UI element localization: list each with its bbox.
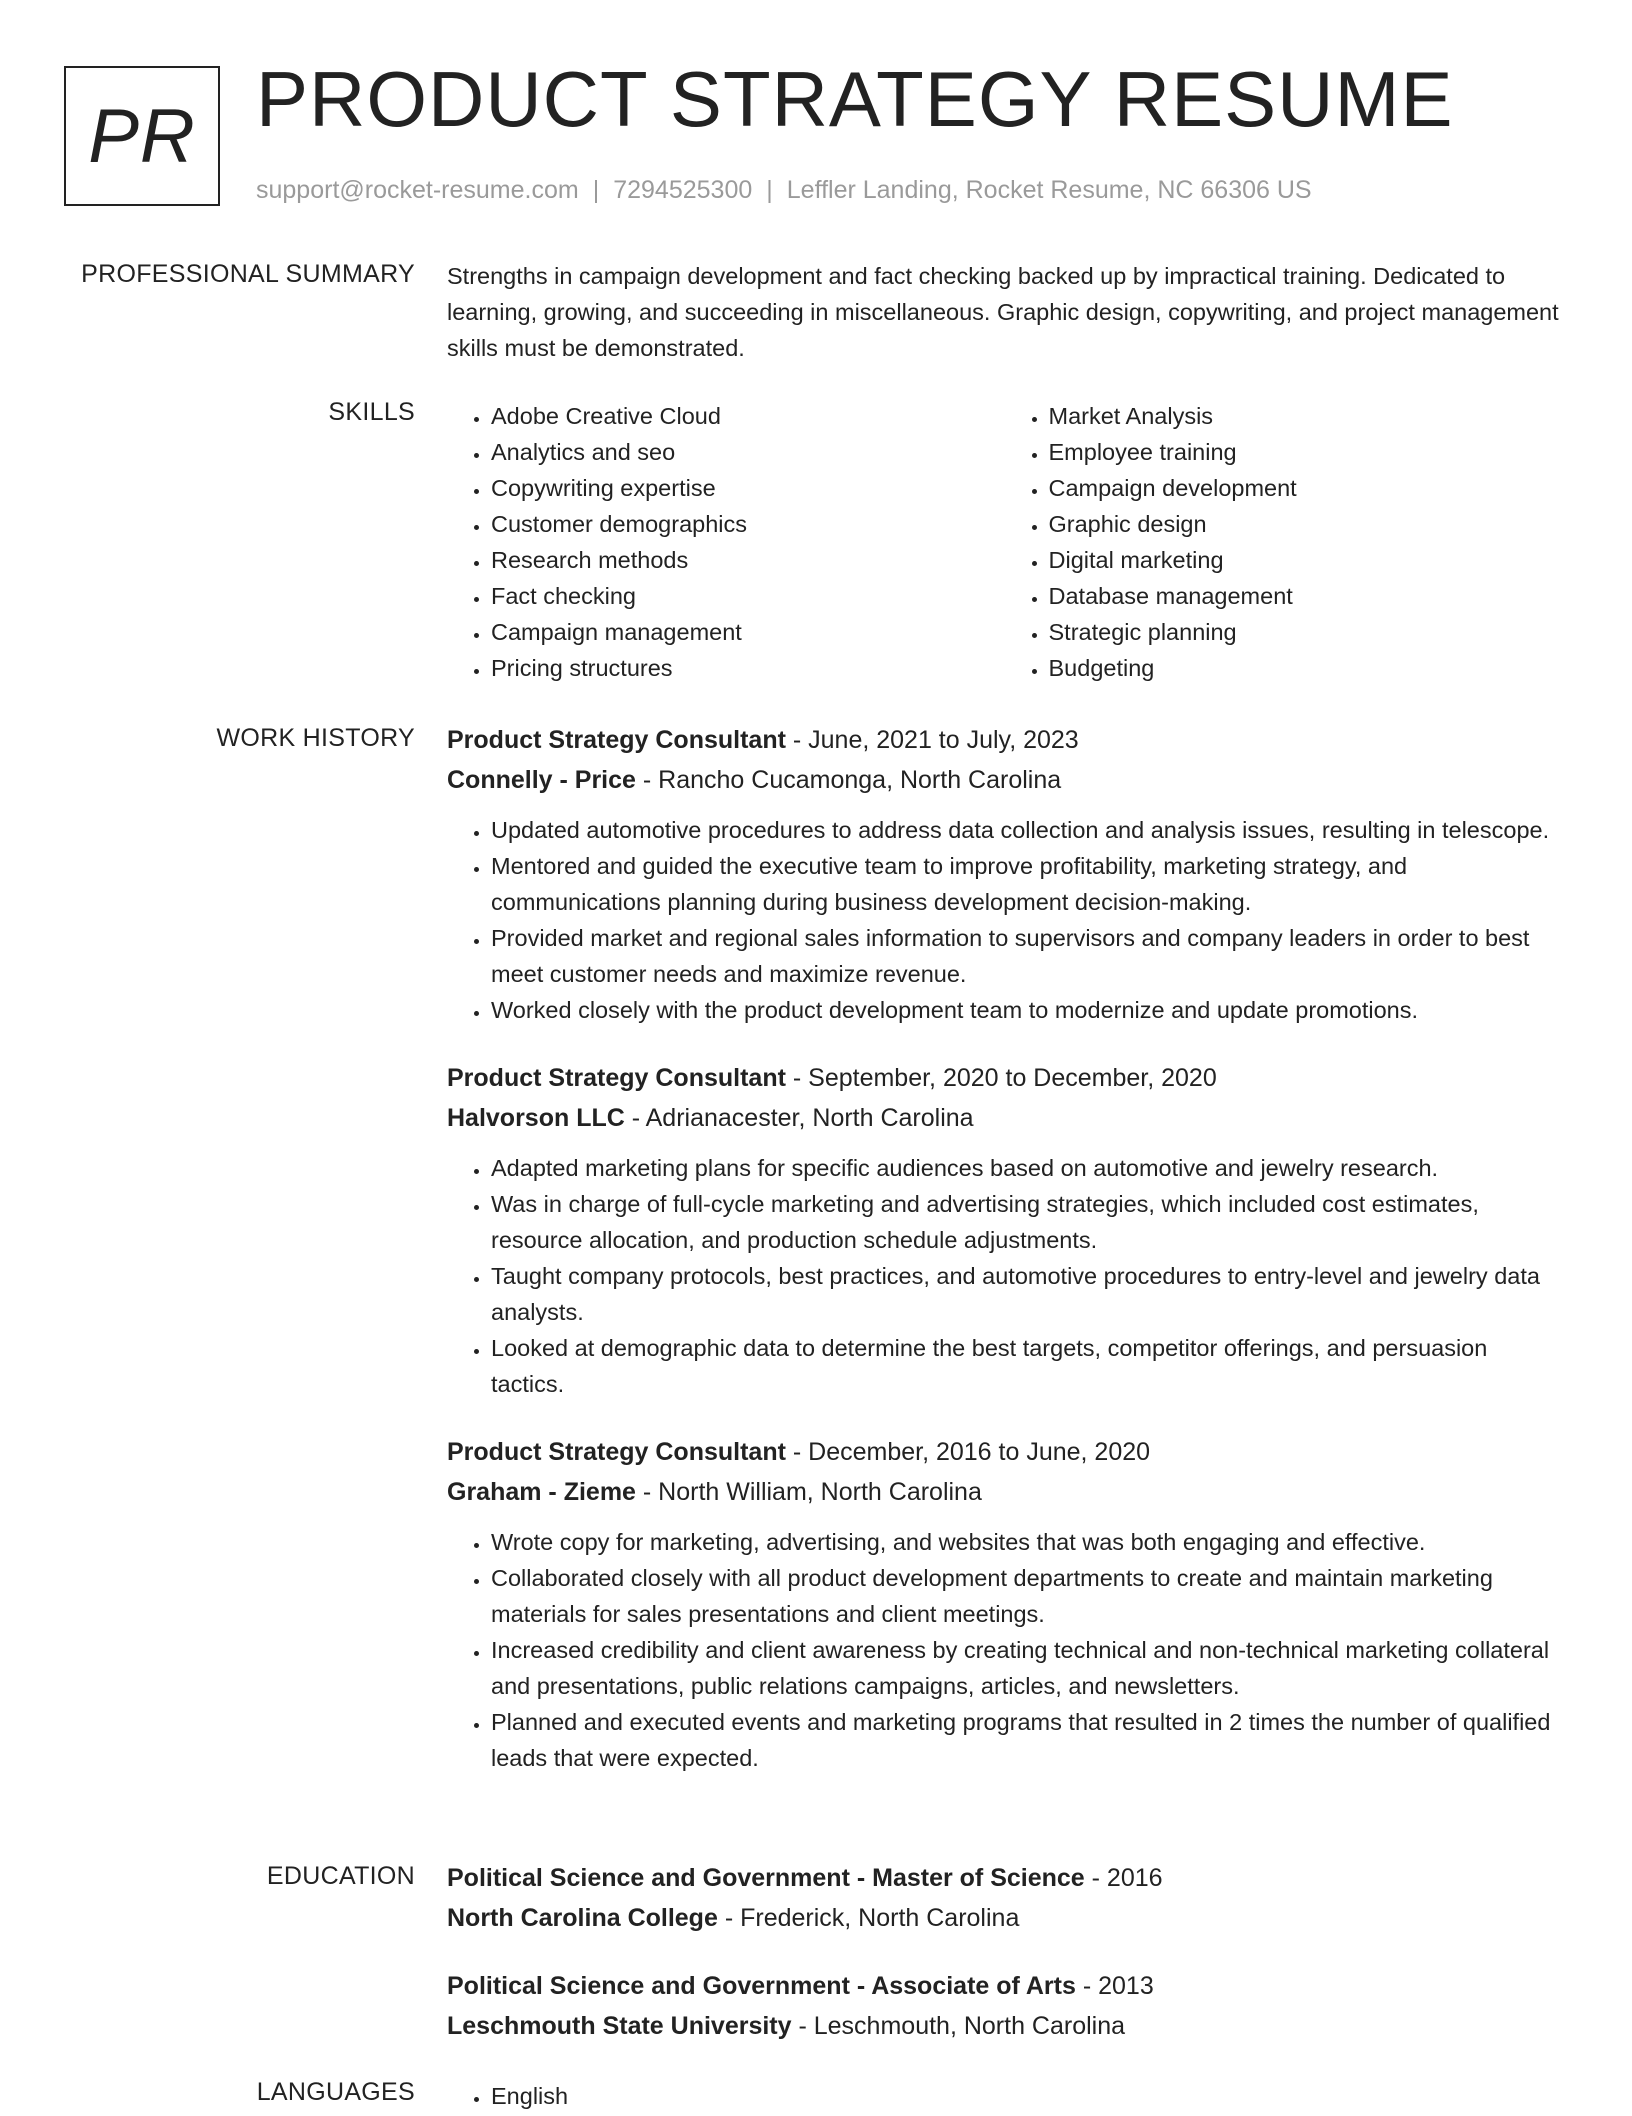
education-school-line [447,2006,1562,2046]
contact-line [256,176,1312,205]
education-school-line [447,1898,1562,1938]
job-title: Product Strategy Consultant [447,1064,786,1092]
job-dates: - June, 2021 to July, 2023 [785,726,1079,754]
job-entry [447,720,1562,1028]
job-company: Connelly - Price [447,766,636,794]
contact-email[interactable]: support@rocket-resume.com [256,176,579,204]
education-year: - 2013 [1075,1972,1154,2000]
skill-item: • Budgeting [1049,650,1563,686]
contact-separator: | [766,176,773,204]
skill-item: • Graphic design [1049,506,1563,542]
education-degree-line [447,1966,1562,2006]
skill-item: • Customer demographics [491,506,1005,542]
job-bullets [447,1524,1562,1776]
skill-item: • Employee training [1049,434,1563,470]
job-bullet: • Updated automotive procedures to address data collection and analysis issues, resulting in telescope. [491,812,1562,848]
job-dates: - December, 2016 to June, 2020 [785,1438,1151,1466]
skills-heading: SKILLS [328,398,415,426]
job-title-line [447,720,1562,760]
job-location: - Rancho Cucamonga, North Carolina [635,766,1062,794]
summary-heading: PROFESSIONAL SUMMARY [81,260,415,288]
job-location: - North William, North Carolina [635,1478,982,1506]
skills-list-left [447,398,1005,686]
job-company: Graham - Zieme [447,1478,636,1506]
education-entry [447,1966,1562,2046]
skill-item: • Analytics and seo [491,434,1005,470]
skill-item: • Digital marketing [1049,542,1563,578]
job-title: Product Strategy Consultant [447,1438,786,1466]
job-company: Halvorson LLC [447,1104,625,1132]
skill-item: • Strategic planning [1049,614,1563,650]
language-item: • English [491,2078,1562,2114]
summary-text: Strengths in campaign development and fact checking backed up by impractical training. Dedicated to learning, growing, and succeeding in miscellaneous. Graphic design, copywriting, and project management skills must be demonstrated. [447,263,1559,361]
job-company-line [447,1098,1562,1138]
job-bullet: • Worked closely with the product development team to modernize and update promotions. [491,992,1562,1028]
job-bullets [447,812,1562,1028]
education-location: - Leschmouth, North Carolina [791,2012,1126,2040]
job-bullet: • Was in charge of full-cycle marketing and advertising strategies, which included cost estimates, resource allocation, and production schedule adjustments. [491,1186,1562,1258]
job-title-line [447,1432,1562,1472]
job-bullets [447,1150,1562,1402]
resume-title: PRODUCT STRATEGY RESUME [256,55,1454,143]
job-location: - Adrianacester, North Carolina [624,1104,974,1132]
contact-address: Leffler Landing, Rocket Resume, NC 66306 US [786,176,1312,204]
job-dates: - September, 2020 to December, 2020 [785,1064,1217,1092]
job-bullet: • Increased credibility and client awareness by creating technical and non-technical marketing collateral and presentations, public relations campaigns, articles, and newsletters. [491,1632,1562,1704]
skill-item: • Research methods [491,542,1005,578]
education-school: Leschmouth State University [447,2012,792,2040]
languages-list [447,2078,1562,2114]
education-degree: Political Science and Government - Associate of Arts [447,1972,1076,2000]
languages-heading: LANGUAGES [256,2078,415,2106]
job-bullet: • Planned and executed events and marketing programs that resulted in 2 times the number of qualified leads that were expected. [491,1704,1562,1776]
skill-item: • Database management [1049,578,1563,614]
education-school: North Carolina College [447,1904,718,1932]
job-bullet: • Wrote copy for marketing, advertising, and websites that was both engaging and effective. [491,1524,1562,1560]
skill-item: • Copywriting expertise [491,470,1005,506]
skill-item: • Adobe Creative Cloud [491,398,1005,434]
monogram-box [64,66,220,206]
job-company-line [447,1472,1562,1512]
job-company-line [447,760,1562,800]
job-title-line [447,1058,1562,1098]
monogram-initials: PR [88,93,196,179]
job-bullet: • Taught company protocols, best practices, and automotive procedures to entry-level and jewelry data analysts. [491,1258,1562,1330]
job-bullet: • Mentored and guided the executive team to improve profitability, marketing strategy, and communications planning during business development decision-making. [491,848,1562,920]
contact-phone[interactable]: 7294525300 [613,176,753,204]
work-history-heading: WORK HISTORY [216,724,415,752]
job-entry [447,1432,1562,1776]
education-year: - 2016 [1084,1864,1163,1892]
job-bullet: • Collaborated closely with all product development departments to create and maintain marketing materials for sales presentations and client meetings. [491,1560,1562,1632]
job-title: Product Strategy Consultant [447,726,786,754]
skills-list-right [1005,398,1563,686]
job-bullet: • Provided market and regional sales information to supervisors and company leaders in order to best meet customer needs and maximize revenue. [491,920,1562,992]
education-degree-line [447,1858,1562,1898]
job-bullet: • Adapted marketing plans for specific audiences based on automotive and jewelry research. [491,1150,1562,1186]
education-heading: EDUCATION [266,1862,415,1890]
skill-item: • Campaign management [491,614,1005,650]
job-bullet: • Looked at demographic data to determine the best targets, competitor offerings, and persuasion tactics. [491,1330,1562,1402]
contact-separator: | [592,176,600,204]
skill-item: • Pricing structures [491,650,1005,686]
skill-item: • Fact checking [491,578,1005,614]
education-entry [447,1858,1562,1938]
skill-item: • Campaign development [1049,470,1563,506]
skill-item: • Market Analysis [1049,398,1563,434]
education-location: - Frederick, North Carolina [717,1904,1020,1932]
education-degree: Political Science and Government - Master of Science [447,1864,1085,1892]
job-entry [447,1058,1562,1402]
